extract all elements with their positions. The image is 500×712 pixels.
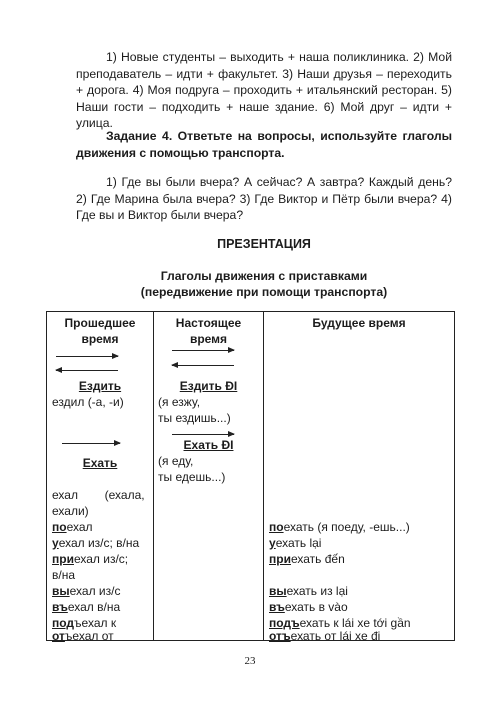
col1-header-line2: время (81, 332, 119, 346)
arrow-left-icon (172, 365, 234, 366)
arrow-right-icon (172, 350, 234, 351)
table-title-line1: Глаголы движения с приставками (160, 269, 368, 283)
past-row: отъехал от (52, 629, 114, 643)
task4-questions: 1) Где вы были вчера? А сейчас? А завтра? Каждый день? 2) Где Марина была вчера? 3) Где Виктор и Пётр были вчера? 4) Где вы и Виктор были вчера? (76, 175, 452, 223)
ehat-present-form2: ты едешь...) (158, 470, 226, 484)
verbs-table (46, 311, 455, 641)
past-row: подъехал к (52, 616, 117, 630)
past-row: выехал из/с (52, 584, 121, 598)
future-row: приехать đến (269, 552, 345, 566)
past-row-extra: в/на (52, 568, 76, 582)
future-row: выехать из lại (269, 584, 348, 598)
ezdit-present-form1: (я езжу, (158, 395, 201, 409)
future-row: отъехать от lái xe đi (269, 629, 381, 643)
ehat-present-form1: (я еду, (158, 454, 194, 468)
col2-header-line2: время (189, 332, 228, 346)
page-number: 23 (244, 655, 256, 667)
past-row: поехал (52, 520, 93, 534)
col1-header-line1: Прошедшее (64, 316, 136, 330)
ezdil-form: ездил (-а, -и) (52, 395, 124, 409)
ehat-present-label: Ехать ĐI (183, 438, 234, 452)
future-row: поехать (я поеду, -ешь...) (269, 520, 410, 534)
future-row: уехать lại (269, 536, 322, 550)
past-row: приехал из/с; (52, 552, 129, 566)
ezdit-present-form2: ты ездишь...) (158, 411, 231, 425)
arrow-left-icon (56, 370, 118, 371)
col1-header (47, 315, 153, 347)
ezdit-present-label: Ездить ĐI (179, 379, 238, 393)
col3-header: Будущее время (312, 316, 406, 330)
exercise-text: 1) Новые студенты – выходить + наша поликлиника. 2) Мой преподаватель – идти + факультет. 3) Наши друзья – переходить + дорога. 4) Моя подруга – проходить + итальянский ресторан. 5) Наши гости – подходить + наше здание. 6) Мой друг – идти + улица. (76, 50, 452, 131)
future-row: подъехать к lái xe tới gần (269, 616, 411, 630)
ehal-form1: ехал (ехала, (52, 488, 145, 502)
arrow-right-icon (56, 356, 118, 357)
past-row: уехал из/с; в/на (52, 536, 140, 550)
ehat-past-label: Ехать (82, 456, 118, 470)
col2-header-line1: Настоящее (175, 316, 242, 330)
table-title-line2: (передвижение при помощи транспорта) (140, 285, 388, 299)
column-divider (263, 312, 264, 640)
arrow-right-icon (172, 434, 234, 435)
future-row: въехать в vào (269, 600, 348, 614)
section-title: ПРЕЗЕНТАЦИЯ (217, 237, 311, 251)
ehal-form2: ехали) (52, 504, 89, 518)
arrow-right-icon (62, 443, 120, 444)
past-row: въехал в/на (52, 600, 121, 614)
col2-header (154, 315, 263, 347)
ezdit-past-label: Ездить (78, 379, 122, 393)
task4-title: Задание 4. Ответьте на вопросы, используйте глаголы движения с помощью транспорта. (76, 129, 452, 160)
column-divider (153, 312, 154, 640)
